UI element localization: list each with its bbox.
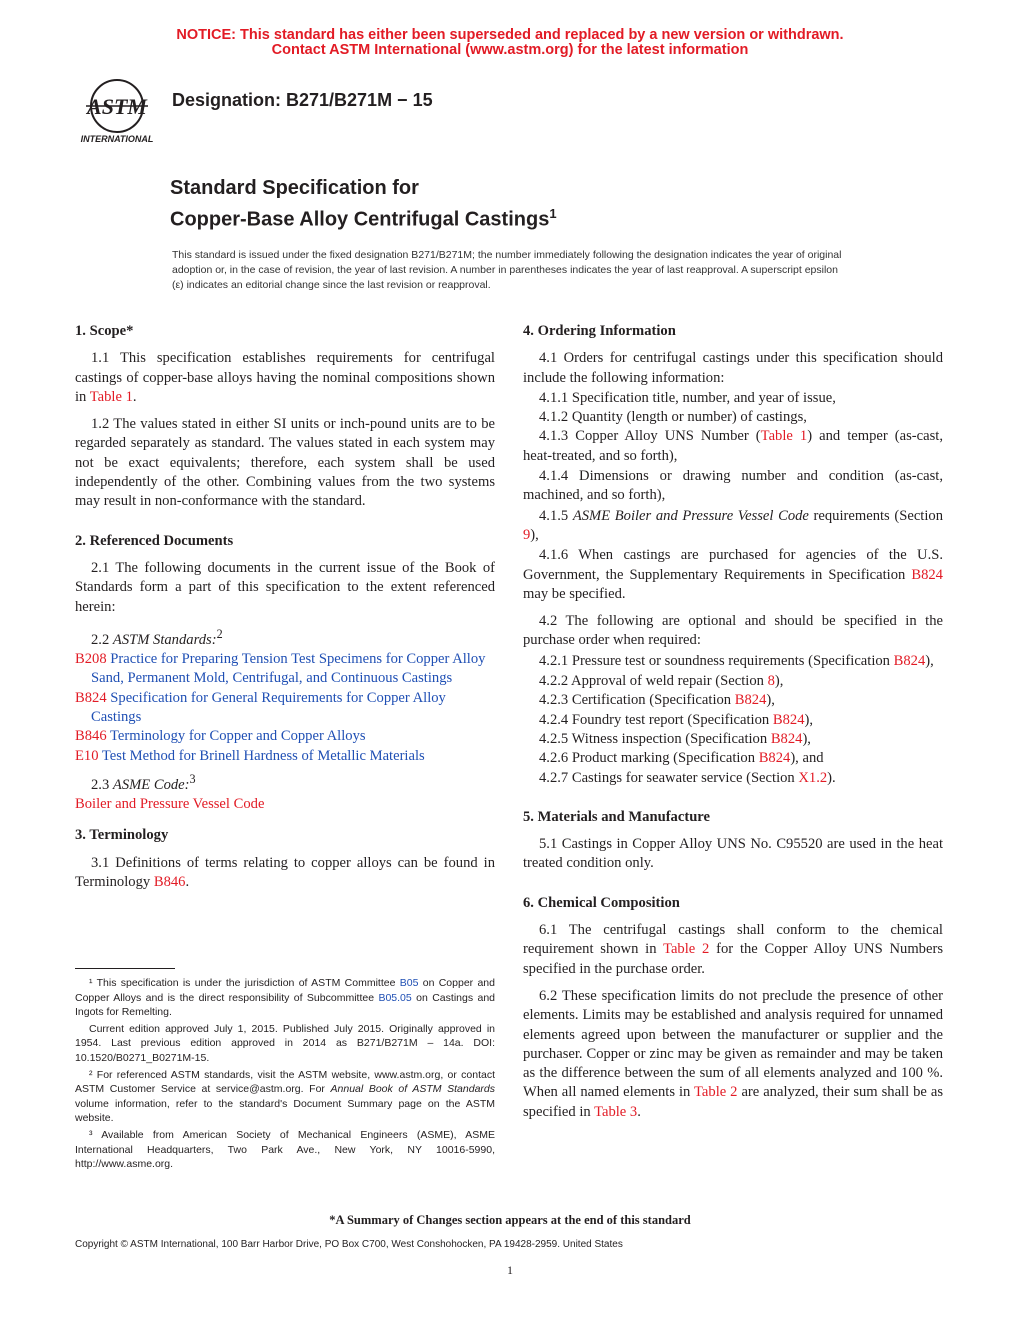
para-4-2-3: 4.2.3 Certification (Specification B824),: [539, 692, 775, 709]
footnote-1: ¹ This specification is under the jurisdiction of ASTM Committee B05 on Copper and Copper Alloys and is the direct responsibility of Subcommittee B05.05 on Castings and Ingots for Remelting.: [75, 977, 495, 1019]
section-4-heading: 4. Ordering Information: [523, 323, 676, 339]
ref-b824[interactable]: B824 Specification for General Requirements for Copper Alloy Castings: [75, 689, 446, 725]
para-4-1: 4.1 Orders for centrifugal castings under this specification should include the following information:: [523, 350, 943, 386]
issuance-statement: This standard is issued under the fixed designation B271/B271M; the number immediately following the designation indicates the year of original adoption or, in the case of revision, the year of last revision. A number in parentheses indicates the year of last reapproval. A superscript epsilon (ε) indicates an editorial change since the last revision or reapproval.: [172, 249, 842, 291]
b824-link[interactable]: B824: [734, 692, 767, 709]
para-3-1: 3.1 Definitions of terms relating to copper alloys can be found in Terminology B846.: [75, 854, 495, 890]
section-9-link[interactable]: 9: [523, 526, 531, 543]
footnote-2: ² For referenced ASTM standards, visit the ASTM website, www.astm.org, or contact ASTM Customer Service at service@astm.org. For Annual Book of ASTM Standards volume information, refer to the standard's Document Summary page on the ASTM website.: [75, 1068, 495, 1125]
para-4-2-5: 4.2.5 Witness inspection (Specification B824),: [539, 730, 811, 747]
para-4-2-1: 4.2.1 Pressure test or soundness requirements (Specification B824),: [539, 652, 934, 669]
para-4-1-4: 4.1.4 Dimensions or drawing number and condition (as-cast, machined, and so forth),: [523, 468, 943, 504]
para-4-1-3: 4.1.3 Copper Alloy UNS Number (Table 1) and temper (as-cast, heat-treated, and so forth),: [523, 428, 943, 464]
ref-asme-code[interactable]: Boiler and Pressure Vessel Code: [75, 795, 265, 812]
footnote-rule: [75, 968, 175, 969]
logo-subtext: INTERNATIONAL: [80, 134, 154, 144]
b824-link[interactable]: B824: [770, 730, 803, 747]
para-4-2-7: 4.2.7 Castings for seawater service (Section X1.2).: [539, 769, 836, 786]
para-2-1: 2.1 The following documents in the current issue of the Book of Standards form a part of this specification to the extent referenced herein:: [75, 559, 495, 615]
section-2-heading: 2. Referenced Documents: [75, 532, 234, 549]
section-8-link[interactable]: 8: [767, 673, 775, 690]
left-column: [75, 322, 495, 900]
table-3-link[interactable]: Table 3: [594, 1103, 638, 1120]
para-6-1: 6.1 The centrifugal castings shall conform to the chemical requirement shown in Table 2 for the Copper Alloy UNS Numbers specified in the purchase order.: [523, 922, 943, 977]
table-1-link[interactable]: Table 1: [89, 388, 133, 405]
para-4-2: 4.2 The following are optional and should be specified in the purchase order when required:: [523, 613, 943, 649]
summary-of-changes-note: *A Summary of Changes section appears at the end of this standard: [329, 1213, 691, 1227]
footnotes: [75, 976, 495, 1174]
para-1-1: 1.1 This specification establishes requirements for centrifugal castings of copper-base alloys having the nominal compositions shown in Table 1.: [75, 350, 495, 405]
title-footnote-ref: 1: [549, 206, 557, 221]
section-5-heading: 5. Materials and Manufacture: [523, 808, 710, 825]
designation: Designation: B271/B271M − 15: [172, 90, 433, 110]
para-4-2-2: 4.2.2 Approval of weld repair (Section 8),: [539, 673, 784, 690]
b824-link[interactable]: B824: [758, 750, 791, 767]
copyright: Copyright © ASTM International, 100 Barr Harbor Drive, PO Box C700, West Conshohocken, PA 19428-2959. United States: [75, 1239, 623, 1250]
table-1-link[interactable]: Table 1: [760, 428, 808, 445]
right-column: [523, 322, 943, 1130]
b846-link[interactable]: B846: [153, 873, 186, 890]
b05-link[interactable]: B05: [399, 977, 419, 989]
b824-link[interactable]: B824: [911, 566, 943, 583]
footnote-1-edition: Current edition approved July 1, 2015. Published July 2015. Originally approved in 1954. Last previous edition approved in 2014 as B271/B271M – 14a. DOI: 10.1520/B0271_B0271M-15.: [75, 1022, 495, 1064]
para-6-2: 6.2 These specification limits do not preclude the presence of other elements. Limits may be established and analysis required for unnamed elements agreed upon between the manufacturer or supplier and the purchaser. Copper or zinc may be given as remainder and may be taken as the difference between the sum of all elements analyzed and 100 %. When all named elements in Table 2 are analyzed, their sum shall be as specified in Table 3.: [523, 987, 943, 1120]
ref-b846[interactable]: B846 Terminology for Copper and Copper Alloys: [75, 728, 366, 745]
b824-link[interactable]: B824: [772, 711, 805, 728]
para-4-1-6: 4.1.6 When castings are purchased for agencies of the U.S. Government, the Supplementary Requirements in Specification B824 may be specified.: [523, 547, 943, 602]
section-6-heading: 6. Chemical Composition: [523, 894, 680, 911]
para-2-2: 2.2 ASTM Standards:$^2$: [91, 626, 223, 648]
ref-b208[interactable]: B208 Practice for Preparing Tension Test Specimens for Copper Alloy Sand, Permanent Mold, Centrifugal, and Continuous Castings: [75, 651, 486, 687]
b824-link[interactable]: B824: [893, 652, 926, 669]
logo-text: ASTM: [87, 94, 147, 119]
para-2-3: 2.3 ASME Code:$^3$: [91, 771, 196, 793]
appendix-x1-2-link[interactable]: X1.2: [798, 769, 828, 786]
section-3-heading: 3. Terminology: [75, 827, 169, 844]
notice-line-2: Contact ASTM International (www.astm.org) for the latest information: [271, 42, 749, 58]
section-1-heading: 1. Scope*: [75, 323, 134, 339]
para-5-1: 5.1 Castings in Copper Alloy UNS No. C95520 are used in the heat treated condition only.: [523, 836, 943, 872]
para-4-1-1: 4.1.1 Specification title, number, and year of issue,: [539, 389, 836, 406]
notice-line-1: NOTICE: This standard has either been superseded and replaced by a new version or withdrawn.: [176, 27, 844, 43]
para-4-1-2: 4.1.2 Quantity (length or number) of castings,: [539, 409, 807, 426]
document-title: [170, 175, 557, 233]
para-4-2-4: 4.2.4 Foundry test report (Specification B824),: [539, 711, 814, 728]
table-2-link[interactable]: Table 2: [663, 941, 710, 958]
para-4-2-6: 4.2.6 Product marking (Specification B824), and: [539, 750, 824, 767]
title-main: Copper-Base Alloy Centrifugal Castings: [170, 208, 550, 231]
para-1-2: 1.2 The values stated in either SI units or inch-pound units are to be regarded separately as standard. The values stated in each system may not be exact equivalents; therefore, each system shall be used independently of the other. Combining values from the two systems may result in non-conformance with the standard.: [75, 416, 495, 510]
title-line-2: [170, 201, 557, 233]
astm-logo: [72, 76, 162, 146]
table-2-link[interactable]: Table 2: [694, 1084, 738, 1101]
page-number: 1: [507, 1263, 513, 1277]
footnote-3: ³ Available from American Society of Mechanical Engineers (ASME), ASME International Headquarters, Two Park Ave., New York, NY 10016-5990, http://www.asme.org.: [75, 1128, 495, 1171]
title-line-1: Standard Specification for: [170, 177, 419, 199]
b05-05-link[interactable]: B05.05: [378, 991, 412, 1004]
para-4-1-5: 4.1.5 ASME Boiler and Pressure Vessel Code requirements (Section 9),: [523, 507, 943, 543]
ref-e10[interactable]: E10 Test Method for Brinell Hardness of Metallic Materials: [75, 747, 425, 764]
